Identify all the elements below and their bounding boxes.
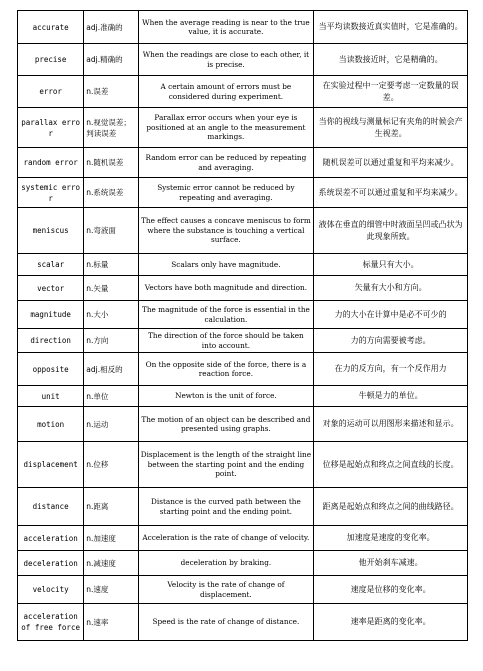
chinese-translation-cell: 系统误差不可以通过重复和平均来减少。 (314, 178, 468, 208)
table-row (18, 44, 468, 76)
term-cell: unit (18, 386, 84, 407)
part-of-speech-cell: n.弯液面 (84, 208, 138, 254)
table-row (18, 208, 468, 254)
english-example-cell: When the readings are close to each other, it is precise. (138, 44, 314, 76)
english-example-cell: The effect causes a concave meniscus to form where the substance is touching a vertical surface. (138, 208, 314, 254)
table-row (18, 551, 468, 576)
chinese-translation-cell: 距离是起始点和终点之间的曲线路径。 (314, 488, 468, 526)
table-row (18, 442, 468, 488)
part-of-speech-cell: n.系统误差 (84, 178, 138, 208)
english-example-cell: Parallax error occurs when your eye is positioned at an angle to the measurement markings. (138, 108, 314, 148)
part-of-speech-cell: n.标量 (84, 254, 138, 276)
term-cell: magnitude (18, 301, 84, 329)
english-example-cell: The magnitude of the force is essential in the calculation. (138, 301, 314, 329)
part-of-speech-cell: n.减速度 (84, 551, 138, 576)
chinese-translation-cell: 当你的视线与测量标记有夹角的时候会产生视差。 (314, 108, 468, 148)
table-row (18, 604, 468, 641)
english-example-cell: Newton is the unit of force. (138, 386, 314, 407)
english-example-cell: Vectors have both magnitude and direction. (138, 276, 314, 301)
part-of-speech-cell: n.运动 (84, 407, 138, 442)
part-of-speech-cell: n.矢量 (84, 276, 138, 301)
term-cell: displacement (18, 442, 84, 488)
chinese-translation-cell: 对象的运动可以用图形来描述和显示。 (314, 407, 468, 442)
table-row (18, 329, 468, 353)
chinese-translation-cell: 他开始刹车减速。 (314, 551, 468, 576)
part-of-speech-cell: adj.相反的 (84, 353, 138, 386)
term-cell: opposite (18, 353, 84, 386)
english-example-cell: The direction of the force should be taken into account. (138, 329, 314, 353)
part-of-speech-cell: n.速度 (84, 576, 138, 604)
chinese-translation-cell: 液体在垂直的细管中时液面呈凹或凸状为此现象所致。 (314, 208, 468, 254)
part-of-speech-cell: n.大小 (84, 301, 138, 329)
english-example-cell: On the opposite side of the force, there is a reaction force. (138, 353, 314, 386)
part-of-speech-cell: adj.精确的 (84, 44, 138, 76)
table-row (18, 526, 468, 551)
english-example-cell: A certain amount of errors must be considered during experiment. (138, 76, 314, 108)
english-example-cell: Random error can be reduced by repeating and averaging. (138, 148, 314, 178)
english-example-cell: When the average reading is near to the true value, it is accurate. (138, 11, 314, 44)
chinese-translation-cell: 随机误差可以通过重复和平均来减少。 (314, 148, 468, 178)
chinese-translation-cell: 在实验过程中一定要考虑一定数量的误差。 (314, 76, 468, 108)
chinese-translation-cell: 矢量有大小和方向。 (314, 276, 468, 301)
table-row (18, 178, 468, 208)
term-cell: distance (18, 488, 84, 526)
part-of-speech-cell: n.位移 (84, 442, 138, 488)
table-row (18, 386, 468, 407)
part-of-speech-cell: n.方向 (84, 329, 138, 353)
chinese-translation-cell: 速度是位移的变化率。 (314, 576, 468, 604)
term-cell: deceleration (18, 551, 84, 576)
term-cell: direction (18, 329, 84, 353)
vocabulary-table-body (18, 11, 468, 641)
table-row (18, 407, 468, 442)
term-cell: acceleration of free force (18, 604, 84, 641)
table-row (18, 301, 468, 329)
english-example-cell: Systemic error cannot be reduced by repeating and averaging. (138, 178, 314, 208)
english-example-cell: Speed is the rate of change of distance. (138, 604, 314, 641)
english-example-cell: Distance is the curved path between the starting point and the ending point. (138, 488, 314, 526)
chinese-translation-cell: 当平均读数接近真实值时，它是准确的。 (314, 11, 468, 44)
term-cell: random error (18, 148, 84, 178)
table-row (18, 148, 468, 178)
table-row (18, 576, 468, 604)
chinese-translation-cell: 力的方向需要被考虑。 (314, 329, 468, 353)
chinese-translation-cell: 位移是起始点和终点之间直线的长度。 (314, 442, 468, 488)
table-row (18, 11, 468, 44)
term-cell: vector (18, 276, 84, 301)
term-cell: meniscus (18, 208, 84, 254)
chinese-translation-cell: 在力的反方向，有一个反作用力 (314, 353, 468, 386)
table-row (18, 488, 468, 526)
english-example-cell: Velocity is the rate of change of displacement. (138, 576, 314, 604)
english-example-cell: Displacement is the length of the straight line between the starting point and the ending point. (138, 442, 314, 488)
table-row (18, 254, 468, 276)
chinese-translation-cell: 标量只有大小。 (314, 254, 468, 276)
term-cell: scalar (18, 254, 84, 276)
part-of-speech-cell: n.误差 (84, 76, 138, 108)
term-cell: systemic error (18, 178, 84, 208)
term-cell: acceleration (18, 526, 84, 551)
chinese-translation-cell: 当读数接近时，它是精确的。 (314, 44, 468, 76)
chinese-translation-cell: 速率是距离的变化率。 (314, 604, 468, 641)
chinese-translation-cell: 力的大小在计算中是必不可少的 (314, 301, 468, 329)
part-of-speech-cell: adj.准确的 (84, 11, 138, 44)
table-row (18, 108, 468, 148)
english-example-cell: The motion of an object can be described and presented using graphs. (138, 407, 314, 442)
term-cell: parallax error (18, 108, 84, 148)
term-cell: accurate (18, 11, 84, 44)
term-cell: error (18, 76, 84, 108)
part-of-speech-cell: n.加速度 (84, 526, 138, 551)
chinese-translation-cell: 牛顿是力的单位。 (314, 386, 468, 407)
english-example-cell: Acceleration is the rate of change of velocity. (138, 526, 314, 551)
vocabulary-table (17, 10, 468, 641)
english-example-cell: deceleration by braking. (138, 551, 314, 576)
term-cell: velocity (18, 576, 84, 604)
table-row (18, 353, 468, 386)
part-of-speech-cell: n.视觉误差；判读误差 (84, 108, 138, 148)
part-of-speech-cell: n.随机误差 (84, 148, 138, 178)
term-cell: precise (18, 44, 84, 76)
term-cell: motion (18, 407, 84, 442)
table-row (18, 276, 468, 301)
table-row (18, 76, 468, 108)
part-of-speech-cell: n.距离 (84, 488, 138, 526)
part-of-speech-cell: n.速率 (84, 604, 138, 641)
part-of-speech-cell: n.单位 (84, 386, 138, 407)
chinese-translation-cell: 加速度是速度的变化率。 (314, 526, 468, 551)
english-example-cell: Scalars only have magnitude. (138, 254, 314, 276)
